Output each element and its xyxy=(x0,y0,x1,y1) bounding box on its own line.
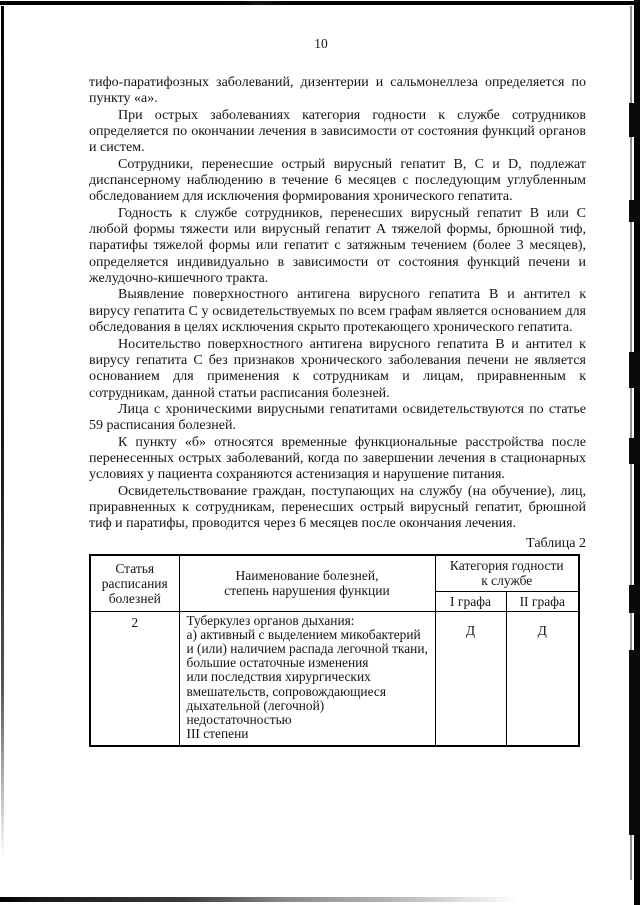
table-header-row xyxy=(90,555,579,592)
header-article-column xyxy=(90,555,179,612)
disease-line: дыхательной (легочной) недостаточностью xyxy=(186,697,325,728)
scan-edge-left xyxy=(1,6,4,858)
scan-artifact xyxy=(629,438,640,464)
paragraph: К пункту «б» относятся временные функциональные расстройства после перенесенных острых заболеваний, когда по завершении лечения в стационарных условиях у пациента сохраняются астенизация и нарушение питания. xyxy=(89,434,586,483)
scan-artifact xyxy=(629,650,640,835)
scan-artifact xyxy=(629,352,640,388)
paragraph: тифо-паратифозных заболеваний, дизентерии и сальмонеллеза определяется по пункту «а». xyxy=(89,75,586,107)
scan-edge-bottom xyxy=(0,897,520,902)
paragraph: Выявление поверхностного антигена вирусного гепатита В и антител к вирусу гепатита С у освидетельствуемых по всем графам является основанием для обследования в целях исключения скрыто протекающего хронического гепатита. xyxy=(89,287,586,336)
header-line: степень нарушения функции xyxy=(224,583,390,599)
disease-line: и (или) наличием распада легочной ткани, xyxy=(186,641,428,657)
disease-line: а) активный с выделением микобактерий xyxy=(186,626,421,642)
paragraph: Лица с хроническими вирусными гепатитами освидетельствуются по статье 59 расписания болезней. xyxy=(89,401,586,434)
page-content xyxy=(89,36,586,747)
scan-artifact xyxy=(629,585,640,613)
scan-edge-top xyxy=(0,1,640,5)
paragraph: Годность к службе сотрудников, перенесших вирусный гепатит В или С любой формы тяжести или вирусный гепатит А тяжелой формы, брюшной тиф, паратифы тяжелой формы или гепатит с затяжным течением (более 3 месяцев), определяется индивидуально в зависимости от состояния функций печени и желудочно-кишечного тракта. xyxy=(89,205,586,287)
header-line: Категория годности xyxy=(449,558,564,574)
cell-grade-graph-1: Д xyxy=(435,611,506,746)
table-row xyxy=(90,611,579,746)
header-disease-column xyxy=(179,555,435,612)
scan-artifact xyxy=(629,200,640,222)
cell-disease-description xyxy=(179,611,435,746)
header-graph-1: I графа xyxy=(435,591,506,611)
cell-grade-graph-2: Д xyxy=(506,611,579,746)
header-line: болезней xyxy=(108,590,161,606)
disease-line: или последствия хирургических xyxy=(186,669,371,685)
page-number: 10 xyxy=(314,36,328,51)
scan-artifact xyxy=(629,103,640,137)
disease-line: Туберкулез органов дыхания: xyxy=(186,612,355,628)
header-line: к службе xyxy=(481,573,533,589)
header-line: Статья xyxy=(115,560,155,576)
fitness-category-table xyxy=(89,554,580,748)
paragraph: При острых заболеваниях категория годности к службе сотрудников определяется по окончании лечения в зависимости от состояния функций органов и систем. xyxy=(89,107,586,156)
table-caption: Таблица 2 xyxy=(526,535,586,551)
header-line: Наименование болезней, xyxy=(235,568,379,584)
paragraph: Сотрудники, перенесшие острый вирусный гепатит В, С и D, подлежат диспансерному наблюдению в течение 6 месяцев с последующим углубленным обследованием для исключения формирования хронического гепатита. xyxy=(89,156,586,205)
disease-line: вмешательств, сопровождающиеся xyxy=(186,683,386,699)
disease-line: большие остаточные изменения xyxy=(186,655,369,671)
cell-article-number: 2 xyxy=(90,611,179,746)
header-graph-2: II графа xyxy=(506,591,579,611)
paragraph: Носительство поверхностного антигена вирусного гепатита В и антител к вирусу гепатита С без признаков хронического заболевания печени не является основанием для применения к сотрудникам и лицам, приравненным к сотрудникам, данной статьи расписания болезней. xyxy=(89,336,586,401)
header-line: расписания xyxy=(101,575,168,591)
header-category-column xyxy=(435,555,579,592)
disease-line: III степени xyxy=(186,726,249,742)
paragraph: Освидетельствование граждан, поступающих на службу (на обучение), лиц, приравненных к сотрудникам, перенесших острый вирусный гепатит, брюшной тиф и паратифы, проводится через 6 месяцев после окончания лечения. xyxy=(89,483,586,532)
